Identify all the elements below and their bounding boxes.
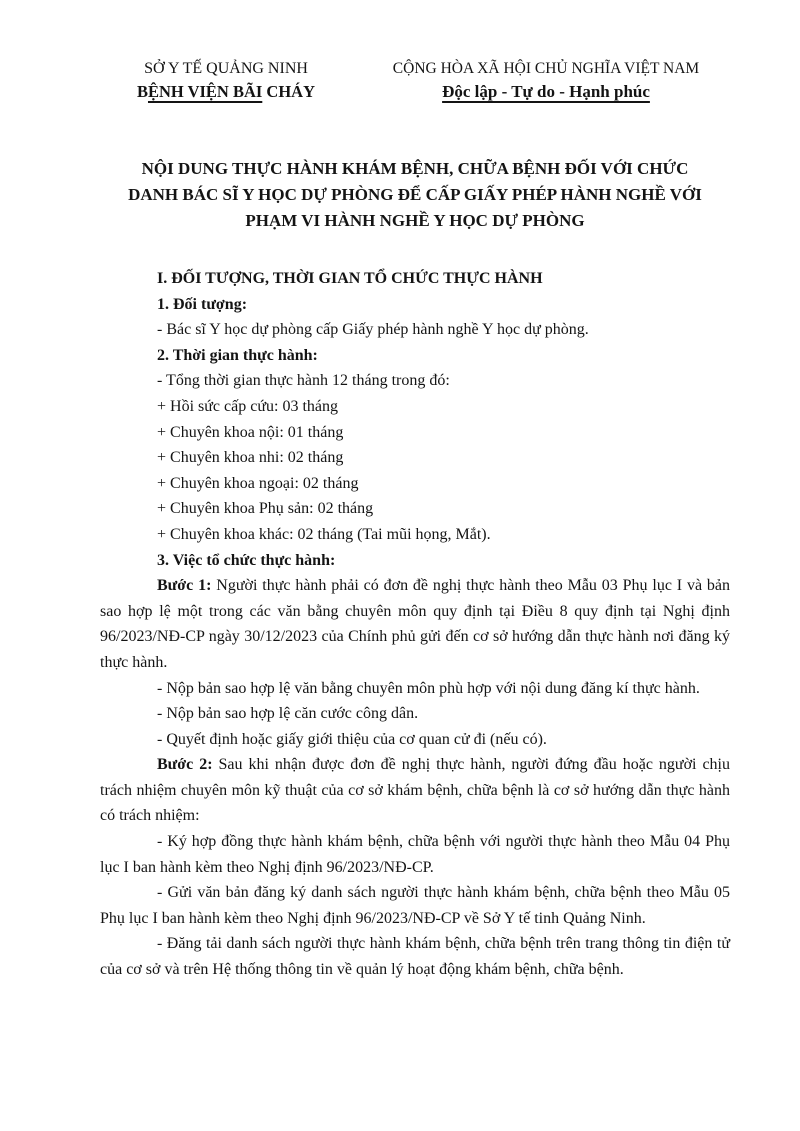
national-motto: Độc lập - Tự do - Hạnh phúc — [442, 82, 650, 101]
list-item: - Ký hợp đồng thực hành khám bệnh, chữa bệnh với người thực hành theo Mẫu 04 Phụ lục I ban hành kèm theo Nghị định 96/2023/NĐ-CP. — [100, 833, 730, 876]
list-item: + Chuyên khoa Phụ sản: 02 tháng — [157, 500, 374, 518]
list-item: - Nộp bản sao hợp lệ văn bằng chuyên môn phù hợp với nội dung đăng kí thực hành. — [157, 679, 700, 697]
list-item: + Chuyên khoa nhi: 02 tháng — [157, 449, 344, 467]
sub3-heading: 3. Việc tổ chức thực hành: — [157, 551, 336, 569]
sub2-heading: 2. Thời gian thực hành: — [157, 346, 318, 364]
list-item: - Quyết định hoặc giấy giới thiệu của cơ quan cử đi (nếu có). — [157, 730, 547, 748]
org-name — [100, 80, 352, 104]
step1-label: Bước 1: — [157, 577, 212, 595]
step2-text: Sau khi nhận được đơn đề nghị thực hành, người đứng đầu hoặc người chịu trách nhiệm chuyên môn kỹ thuật của cơ sở khám bệnh, chữa bệnh là cơ sở hướng dẫn thực hành có trách nhiệm: — [100, 756, 730, 825]
list-item: - Gửi văn bản đăng ký danh sách người thực hành khám bệnh, chữa bệnh theo Mẫu 05 Phụ lục I ban hành kèm theo Nghị định 96/2023/NĐ-CP về Sở Y tế tinh Quảng Ninh. — [100, 884, 730, 927]
national-header-block — [362, 58, 730, 104]
list-item: + Chuyên khoa ngoại: 02 tháng — [157, 474, 359, 492]
step2-label: Bước 2: — [157, 756, 213, 774]
document-title — [100, 156, 730, 234]
sub1-item: - Bác sĩ Y học dự phòng cấp Giấy phép hành nghề Y học dự phòng. — [157, 321, 589, 339]
step1-text: Người thực hành phải có đơn đề nghị thực hành theo Mẫu 03 Phụ lục I và bản sao hợp lệ một trong các văn bằng chuyên môn quy định tại Điều 8 quy định tại Nghị định 96/2023/NĐ-CP ngày 30/12/2023 của Chính phủ gửi đến cơ sở hướng dẫn thực hành nơi đăng ký thực hành. — [100, 577, 731, 671]
sub2-intro: - Tổng thời gian thực hành 12 tháng trong đó: — [157, 372, 450, 390]
list-item: - Nộp bản sao hợp lệ căn cước công dân. — [157, 705, 419, 723]
document-header — [100, 58, 730, 104]
list-item: + Chuyên khoa khác: 02 tháng (Tai mũi họng, Mắt). — [157, 525, 491, 543]
list-item: - Đăng tải danh sách người thực hành khám bệnh, chữa bệnh trên trang thông tin điện tử của cơ sở và trên Hệ thống thông tin về quản lý hoạt động khám bệnh, chữa bệnh. — [100, 935, 730, 979]
org-name-underlined: ỆNH VIỆN BÃI — [147, 82, 263, 101]
document-title-line: NỘI DUNG THỰC HÀNH KHÁM BỆNH, CHỮA BỆNH ĐỐI VỚI CHỨC — [141, 159, 689, 178]
issuing-org-block — [100, 58, 352, 104]
section-i-heading: I. ĐỐI TƯỢNG, THỜI GIAN TỔ CHỨC THỰC HÀNH — [157, 270, 543, 287]
step2-paragraph — [100, 752, 730, 829]
org-parent-name: SỞ Y TẾ QUẢNG NINH — [144, 60, 308, 77]
org-name-prefix: B — [136, 82, 148, 101]
list-item: + Chuyên khoa nội: 01 tháng — [157, 423, 344, 441]
document-title-line: PHẠM VI HÀNH NGHỀ Y HỌC DỰ PHÒNG — [245, 211, 585, 230]
list-item: + Hồi sức cấp cứu: 03 tháng — [157, 397, 338, 415]
org-name-suffix: CHÁY — [262, 82, 316, 101]
national-title: CỘNG HÒA XÃ HỘI CHỦ NGHĨA VIỆT NAM — [392, 60, 700, 77]
document-title-line: DANH BÁC SĨ Y HỌC DỰ PHÒNG ĐỂ CẤP GIẤY PHÉP HÀNH NGHỀ VỚI — [128, 185, 702, 204]
document-body — [100, 266, 730, 983]
sub1-heading: 1. Đối tượng: — [157, 295, 248, 313]
step1-paragraph — [100, 573, 730, 675]
